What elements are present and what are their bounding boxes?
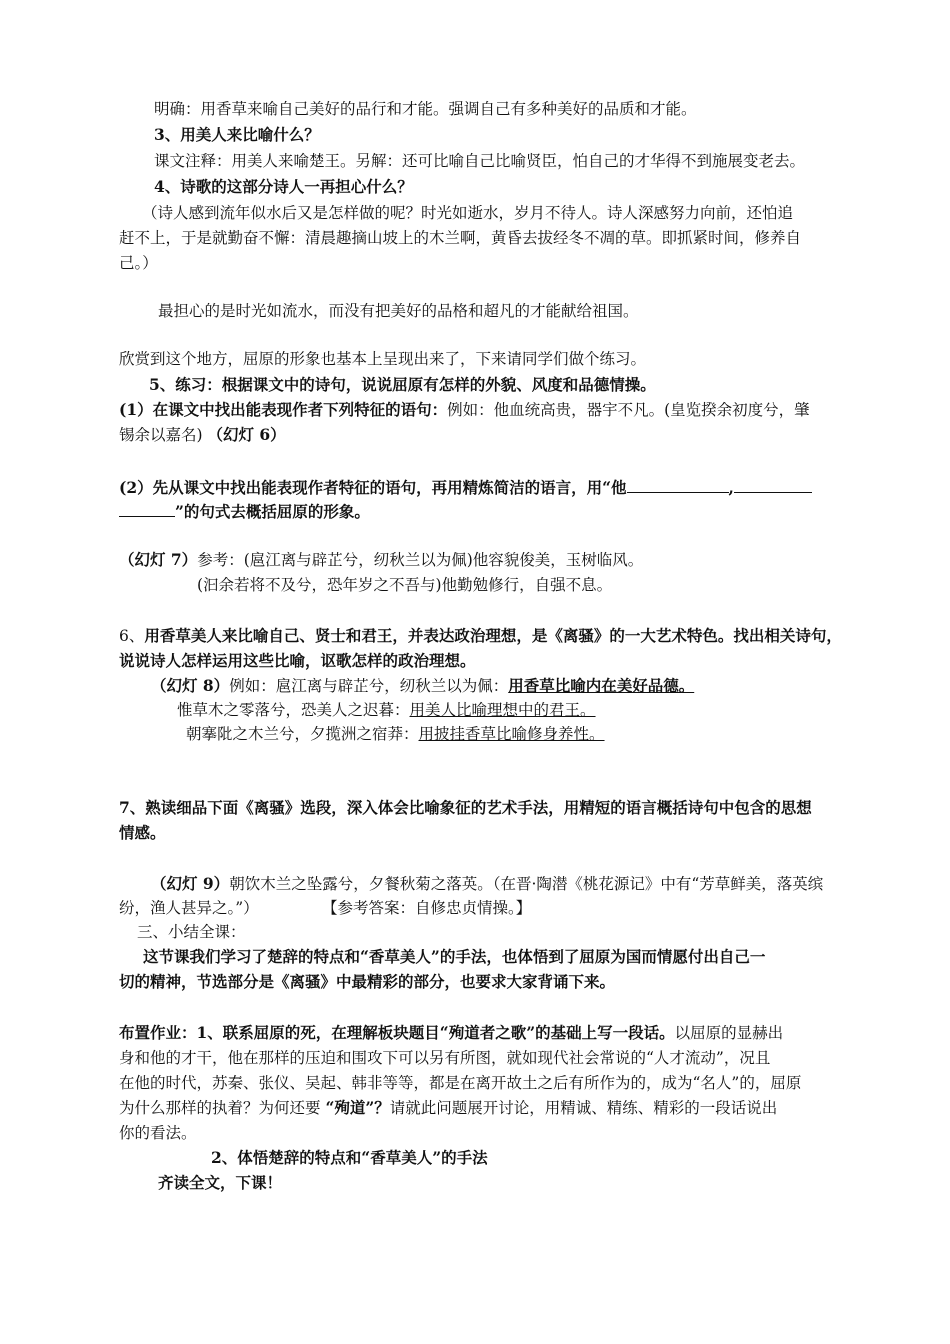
homework-item: 2、体悟楚辞的特点和“香草美人”的手法 bbox=[211, 1148, 488, 1167]
verse-text: 朝饮木兰之坠露兮，夕餐秋菊之落英。（在晋·陶潜《桃花源记》中有“芳草鲜美，落英缤 bbox=[229, 875, 824, 893]
homework-prompt: 布置作业：1、联系屈原的死，在理解板块题目“殉道者之歌”的基础上写一段话。 bbox=[119, 1023, 675, 1042]
paragraph-line: 情感。 bbox=[119, 823, 166, 842]
paragraph-line: (汩余若将不及兮，恐年岁之不吾与)他勤勉修行，自强不息。 bbox=[197, 576, 613, 594]
answer-text: 用香草比喻内在美好品德。 bbox=[508, 676, 695, 695]
paragraph-line: 这节课我们学习了楚辞的特点和“香草美人”的手法，也体悟到了屈原为国而情愿付出自己一 bbox=[143, 947, 766, 966]
example-text: 例如：扈江离与辟芷兮，纫秋兰以为佩： bbox=[229, 677, 509, 695]
paragraph-line: 说说诗人怎样运用这些比喻，讴歌怎样的政治理想。 bbox=[119, 651, 476, 670]
example-text: 例如：他血统高贵，器宇不凡。(皇览揆余初度兮，肇 bbox=[447, 401, 810, 419]
slide-ref: （幻灯 9） bbox=[151, 874, 230, 893]
exercise-prompt: ”的句式去概括屈原的形象。 bbox=[175, 502, 370, 521]
homework-text: 以屈原的显赫出 bbox=[674, 1024, 784, 1042]
paragraph-line: 最担心的是时光如流水，而没有把美好的品格和超凡的才能献给祖国。 bbox=[158, 302, 639, 320]
slide-ref: （幻灯 7） bbox=[119, 550, 198, 569]
question-heading: 4、诗歌的这部分诗人一再担心什么？ bbox=[154, 177, 413, 196]
paragraph-line bbox=[119, 625, 842, 647]
paragraph-line bbox=[119, 549, 643, 571]
homework-text: 请就此问题展开讨论，用精诚、精练、精彩的一段话说出 bbox=[389, 1099, 778, 1117]
paragraph-line bbox=[119, 476, 812, 499]
paragraph-line: （诗人感到流年似水后又是怎样做的呢？时光如逝水，岁月不待人。诗人深感努力向前，还怕追 bbox=[142, 204, 794, 222]
answer-text: 用披挂香草比喻修身养性。 bbox=[418, 725, 605, 743]
paragraph-line bbox=[119, 897, 531, 919]
exercise-prompt: 用香草美人来比喻自己、贤士和君王，并表达政治理想，是《离骚》的一大艺术特色。找出相关诗句， bbox=[144, 626, 842, 645]
paragraph-line bbox=[151, 873, 823, 895]
paragraph-line: 在他的时代，苏秦、张仪、吴起、韩非等等，都是在离开故土之后有所作为的，成为“名人”的，屈原 bbox=[119, 1074, 802, 1092]
homework-keyword: “殉道”？ bbox=[325, 1098, 390, 1117]
answer-text: 用美人比喻理想中的君王。 bbox=[409, 701, 596, 719]
slide-ref: （幻灯 6） bbox=[207, 425, 286, 444]
closing-line: 齐读全文，下课！ bbox=[158, 1173, 283, 1192]
homework-text: 为什么那样的执着？为何还要 bbox=[119, 1099, 321, 1117]
item-number: 6、 bbox=[119, 627, 145, 645]
exercise-prompt: (2）先从课文中找出能表现作者特征的语句，再用精炼简洁的语言，用“他 bbox=[119, 478, 627, 497]
fill-blank bbox=[734, 476, 812, 493]
fill-blank bbox=[627, 476, 729, 493]
paragraph-line: 切的精神，节选部分是《离骚》中最精彩的部分，也要求大家背诵下来。 bbox=[119, 972, 616, 991]
paragraph-line bbox=[151, 675, 694, 697]
answer-text: 【参考答案：自修忠贞情操。】 bbox=[329, 899, 532, 917]
verse-text: 纷，渔人甚异之。”） bbox=[119, 899, 259, 917]
paragraph-line: 明确：用香草来喻自己美好的品行和才能。强调自己有多种美好的品质和才能。 bbox=[154, 100, 697, 118]
question-heading: 5、练习：根据课文中的诗句，说说屈原有怎样的外貌、风度和品德情操。 bbox=[149, 375, 656, 394]
paragraph-line: 身和他的才干，他在那样的压迫和围攻下可以另有所图，就如现代社会常说的“人才流动”，况且 bbox=[119, 1049, 771, 1067]
paragraph-line: 己。） bbox=[119, 254, 158, 272]
paragraph-line bbox=[119, 500, 370, 523]
question-heading: 3、用美人来比喻什么？ bbox=[154, 125, 320, 144]
slide-ref: （幻灯 8） bbox=[151, 676, 230, 695]
paragraph-line bbox=[186, 723, 605, 745]
verse-text: 朝搴阰之木兰兮，夕揽洲之宿莽： bbox=[186, 725, 419, 743]
fill-blank bbox=[119, 500, 175, 517]
paragraph-line: 课文注释：用美人来喻楚王。另解：还可比喻自己比喻贤臣，怕自己的才华得不到施展变老去。 bbox=[154, 152, 806, 170]
paragraph-line: 赶不上，于是就勤奋不懈：清晨趣摘山坡上的木兰啊，黄昏去拔经冬不凋的草。即抓紧时间，修养自 bbox=[119, 229, 802, 247]
example-text: 锡余以嘉名) bbox=[119, 426, 203, 444]
paragraph-line: 你的看法。 bbox=[119, 1124, 197, 1142]
paragraph-line bbox=[119, 399, 810, 421]
comma-text: , bbox=[728, 478, 734, 497]
paragraph-line bbox=[119, 424, 286, 446]
paragraph-line bbox=[119, 1097, 777, 1119]
paragraph-line bbox=[119, 1022, 783, 1044]
section-heading: 三、小结全课： bbox=[137, 923, 246, 941]
paragraph-line: 7、熟读细品下面《离骚》选段，深入体会比喻象征的艺术手法，用精短的语言概括诗句中包含的思想 bbox=[119, 798, 812, 817]
reference-text: 参考：(扈江离与辟芷兮，纫秋兰以为佩)他容貌俊美，玉树临风。 bbox=[197, 551, 644, 569]
verse-text: 惟草木之零落兮，恐美人之迟暮： bbox=[177, 701, 410, 719]
paragraph-line: 欣赏到这个地方，屈原的形象也基本上呈现出来了，下来请同学们做个练习。 bbox=[119, 350, 647, 368]
exercise-prompt: (1）在课文中找出能表现作者下列特征的语句： bbox=[119, 400, 448, 419]
paragraph-line bbox=[177, 699, 596, 721]
